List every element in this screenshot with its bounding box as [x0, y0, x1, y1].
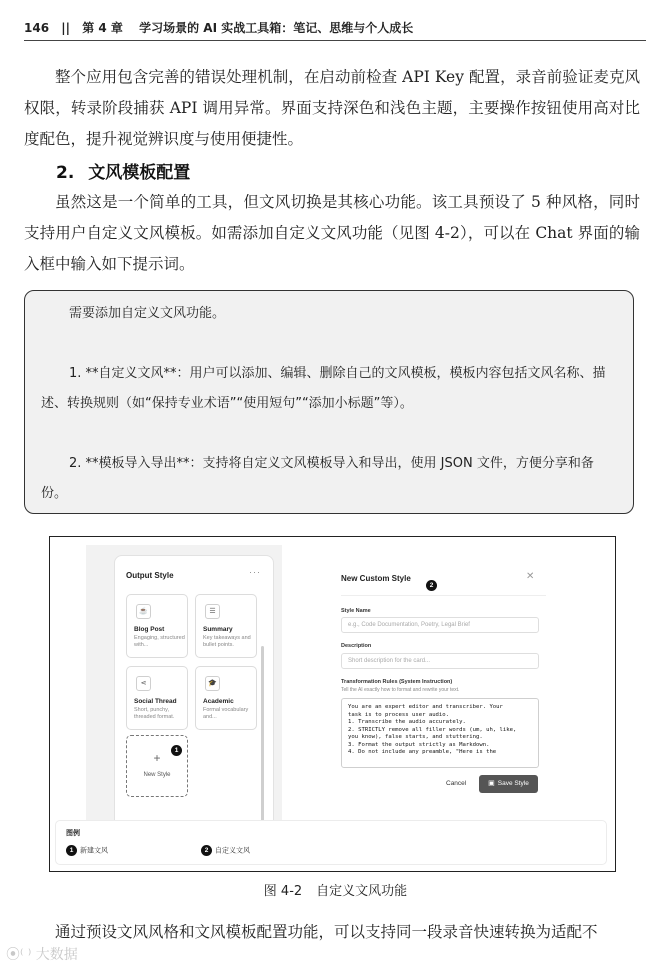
save-icon: ▣ [488, 780, 495, 787]
paragraph-style-intro [24, 187, 640, 280]
output-style-title: Output Style [126, 571, 174, 580]
rules-line: You are an expert editor and transcriber. Your [348, 704, 503, 710]
tile-name: Blog Post [134, 626, 165, 633]
style-name-input[interactable] [341, 617, 539, 633]
section-title: 文风模板配置 [88, 163, 191, 183]
rules-line: you know), false starts, and stuttering. [348, 734, 483, 740]
save-style-button[interactable] [479, 775, 538, 793]
plus-icon: + [153, 751, 161, 765]
chapter-title: 学习场景的 AI 实战工具箱：笔记、思维与个人成长 [139, 21, 414, 35]
style-tile-blog-post[interactable] [126, 594, 188, 658]
style-name-placeholder: e.g., Code Documentation, Poetry, Legal Brief [348, 622, 470, 628]
header-separator: || [61, 21, 71, 35]
graduation-cap-icon: 🎓 [205, 676, 220, 691]
chapter-number: 第 4 章 [82, 21, 123, 35]
coffee-icon: ☕ [136, 604, 151, 619]
page-number: 146 [24, 21, 50, 35]
figure-screenshot [49, 536, 616, 872]
legend-label: 自定义文风 [215, 847, 250, 855]
callout-badge-2: 2 [426, 580, 437, 591]
dialog-title: New Custom Style [341, 574, 411, 583]
list-icon: ☰ [205, 604, 220, 619]
rules-textarea[interactable] [341, 698, 539, 768]
new-style-label: New Style [143, 772, 171, 778]
rules-line: 1. Transcribe the audio accurately. [348, 719, 466, 725]
description-placeholder: Short description for the card... [348, 658, 431, 664]
legend-label: 新建文风 [80, 847, 108, 855]
rules-line: 4. Do not include any preamble, "Here is the [348, 749, 497, 755]
tile-name: Social Thread [134, 698, 177, 705]
description-label: Description [341, 643, 372, 649]
prompt-item-import-export: 2. **模板导入导出**：支持将自定义文风模板导入和导出，使用 JSON 文件，方便分享和备份。 [41, 456, 594, 501]
figure-caption [0, 880, 671, 899]
description-input[interactable] [341, 653, 539, 669]
share-icon: ⋖ [136, 676, 151, 691]
tile-name: Academic [203, 698, 234, 705]
caption-text: 自定义文风功能 [316, 884, 408, 899]
output-style-card [114, 555, 274, 843]
rules-hint: Tell the AI exactly how to format and rewrite your text. [341, 687, 460, 693]
cancel-button[interactable]: Cancel [446, 780, 467, 787]
tile-name: Summary [203, 626, 233, 633]
legend-badge: 1 [66, 845, 77, 856]
legend-title: 图例 [66, 830, 80, 837]
rules-line: task is to process user audio. [348, 711, 450, 718]
section-number: 2. [56, 163, 75, 183]
save-style-label: Save Style [497, 780, 529, 787]
paragraph-conclusion [24, 917, 640, 948]
prompt-box [24, 290, 634, 514]
close-icon[interactable]: ✕ [526, 571, 535, 582]
tile-description: Key takeaways and bullet points. [203, 635, 251, 648]
legend-item-new-style [66, 845, 108, 856]
style-tile-summary[interactable] [195, 594, 257, 658]
figure-number: 图 4-2 [263, 884, 303, 899]
rules-line: 2. STRICTLY remove all filler words (um, uh, like, [348, 726, 517, 733]
new-style-button[interactable] [126, 735, 188, 797]
rules-line: 3. Format the output strictly as Markdown. [348, 741, 490, 748]
scrollbar[interactable] [261, 646, 264, 822]
paragraph-text: 虽然这是一个简单的工具，但文风切换是其核心功能。该工具预设了 5 种风格，同时支持用户自定义文风模板。如需添加自定义文风功能（见图 4-2），可以在 Chat 界面的输入框中输入如下提示词。 [24, 193, 640, 273]
legend-badge: 2 [201, 845, 212, 856]
header-rule [24, 40, 646, 41]
style-tile-academic[interactable] [195, 666, 257, 730]
watermark: ⦿⁽ ⁾ 大数据 [6, 947, 78, 963]
rules-label: Transformation Rules (System Instruction) [341, 679, 453, 685]
paragraph-text: 整个应用包含完善的错误处理机制，在启动前检查 API Key 配置，录音前验证麦克风权限，转录阶段捕获 API 调用异常。界面支持深色和浅色主题，主要操作按钮使用高对比度配色，提升视觉辨识度与使用便捷性。 [24, 68, 640, 148]
figure-legend [55, 820, 607, 865]
style-name-label: Style Name [341, 608, 371, 614]
paragraph-text: 通过预设文风风格和文风模板配置功能，可以支持同一段录音快速转换为适配不 [55, 923, 598, 941]
tile-description: Engaging, structured with... [134, 635, 185, 648]
paragraph-error-handling [24, 62, 640, 155]
dialog-divider [341, 595, 546, 596]
prompt-line: 需要添加自定义文风功能。 [69, 306, 226, 321]
running-header [24, 19, 413, 36]
legend-item-custom-style [201, 845, 250, 856]
tile-description: Formal vocabulary and... [203, 707, 249, 720]
style-tile-social-thread[interactable] [126, 666, 188, 730]
tile-description: Short, punchy, threaded format. [134, 707, 175, 720]
more-menu-icon[interactable]: ··· [249, 567, 261, 577]
prompt-item-custom-style: 1. **自定义文风**：用户可以添加、编辑、删除自己的文风模板，模板内容包括文风名称、描述、转换规则（如“保持专业术语”“使用短句”“添加小标题”等）。 [41, 366, 606, 411]
section-heading [56, 158, 190, 183]
callout-badge-1: 1 [171, 745, 182, 756]
